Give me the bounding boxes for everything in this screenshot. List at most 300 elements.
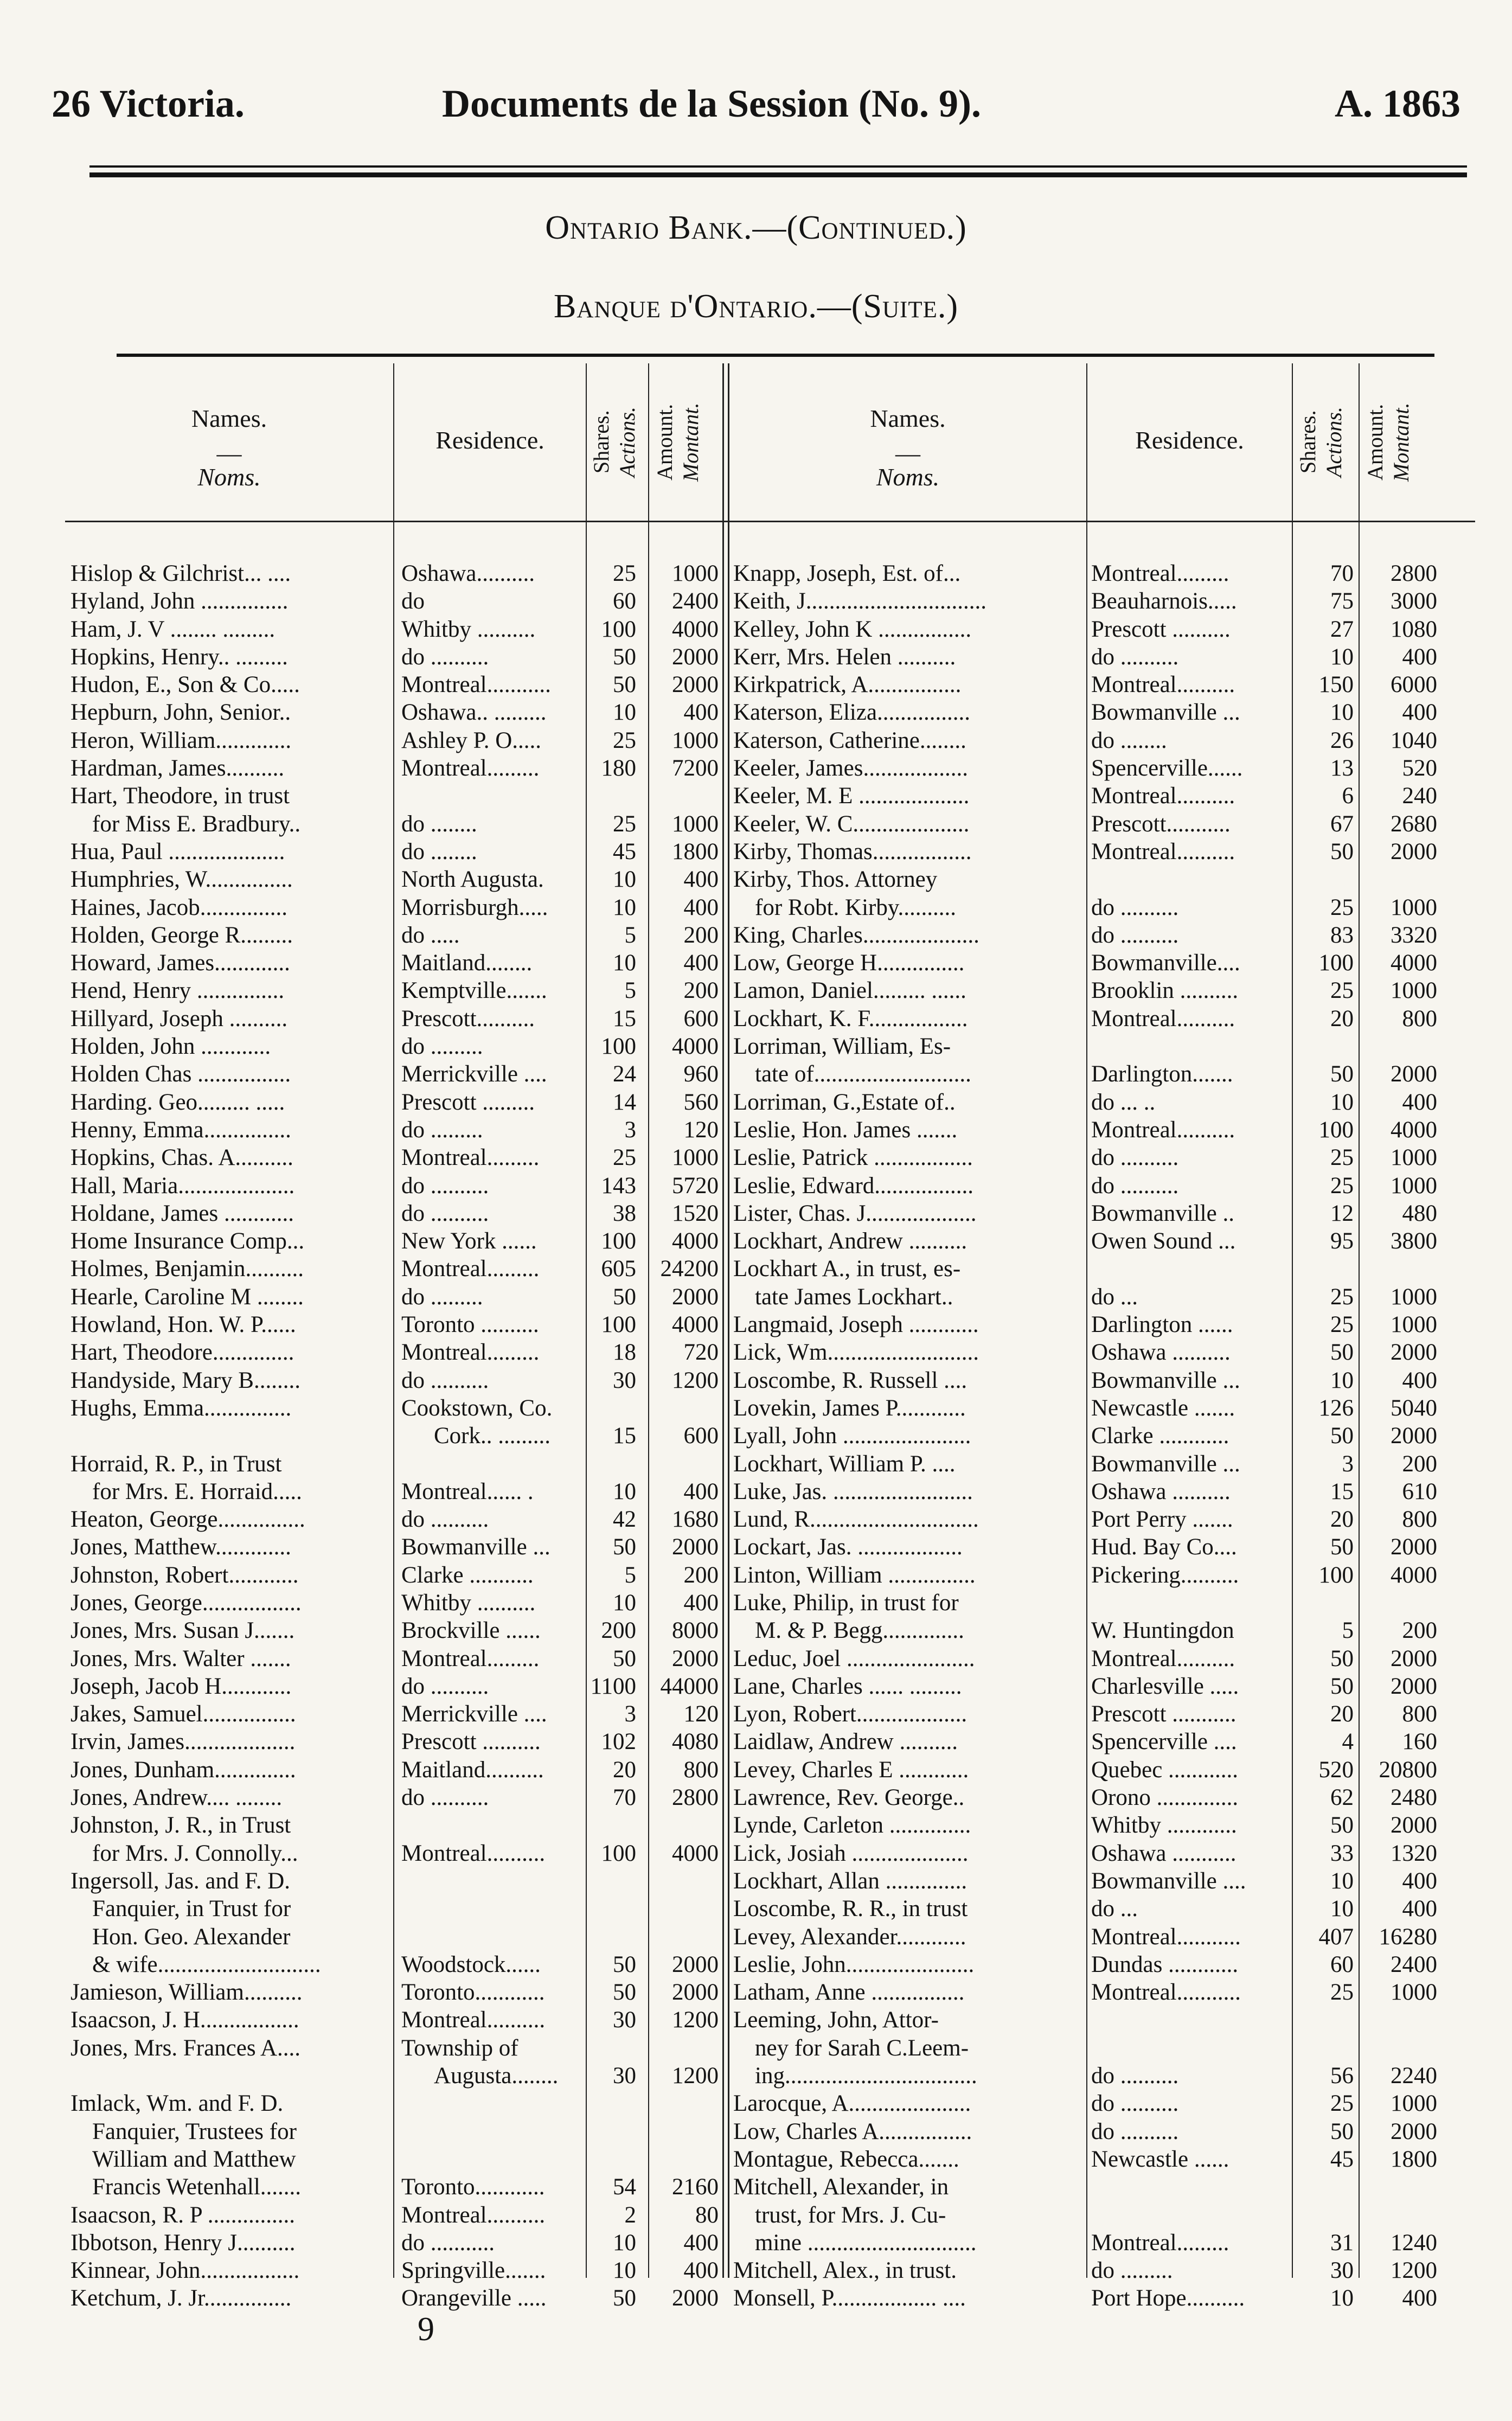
cell-shares: 25 xyxy=(613,561,636,586)
header-names-dash-r: — xyxy=(895,439,920,467)
cell-shares: 50 xyxy=(613,644,636,670)
cell-name: Holdane, James ............ xyxy=(71,1200,294,1226)
cell-amount: 600 xyxy=(683,1423,719,1449)
cell-shares: 54 xyxy=(613,2174,636,2200)
cell-name: Francis Wetenhall....... xyxy=(92,2174,302,2200)
cell-amount: 2160 xyxy=(672,2174,719,2200)
cell-residence: Merrickville .... xyxy=(401,1701,547,1727)
cell-name: Hillyard, Joseph .......... xyxy=(71,1005,288,1032)
cell-amount: 1200 xyxy=(672,2007,719,2033)
cell-amount: 24200 xyxy=(660,1256,719,1282)
cell-amount: 2000 xyxy=(672,644,719,670)
cell-shares: 100 xyxy=(601,1228,636,1254)
table-row xyxy=(65,616,1475,643)
cell-name: Humphries, W............... xyxy=(71,867,293,893)
cell-shares: 10 xyxy=(1330,1868,1354,1894)
cell-shares: 31 xyxy=(1330,2230,1354,2256)
cell-amount: 400 xyxy=(683,2230,719,2256)
cell-amount: 800 xyxy=(1402,1701,1437,1727)
table-row xyxy=(65,1311,1475,1338)
table-row xyxy=(65,1450,1475,1478)
cell-amount: 120 xyxy=(683,1117,719,1143)
cell-residence: Whitby ............ xyxy=(1091,1812,1237,1839)
cell-amount: 400 xyxy=(1402,644,1437,670)
cell-amount: 2000 xyxy=(1391,1645,1437,1671)
cell-amount: 200 xyxy=(683,1562,719,1588)
cell-residence: do ........ xyxy=(401,811,477,837)
cell-residence: do .......... xyxy=(401,1200,489,1226)
cell-amount: 400 xyxy=(1402,1896,1437,1922)
cell-name: Hon. Geo. Alexander xyxy=(92,1924,291,1950)
cell-name: Hardman, James.......... xyxy=(71,755,285,782)
cell-name: Jones, Mrs. Susan J....... xyxy=(71,1618,295,1644)
cell-name: Jones, George................. xyxy=(71,1590,302,1616)
cell-amount: 1200 xyxy=(672,2063,719,2089)
cell-name: for Mrs. J. Connolly... xyxy=(92,1840,298,1866)
cell-residence: do .......... xyxy=(1091,2063,1179,2089)
cell-name: Isaacson, J. H................. xyxy=(71,2007,299,2033)
cell-residence: Bowmanville.... xyxy=(1091,950,1240,976)
cell-name: Ham, J. V ........ ......... xyxy=(71,616,276,642)
cell-name: Hend, Henry ............... xyxy=(71,978,285,1004)
cell-name: Hopkins, Henry.. ......... xyxy=(71,644,288,670)
cell-shares: 50 xyxy=(1330,1673,1354,1699)
cell-shares: 10 xyxy=(613,894,636,920)
cell-amount: 1000 xyxy=(1391,1980,1437,2006)
table-row xyxy=(65,1728,1475,1756)
cell-residence: do .......... xyxy=(401,1673,489,1699)
cell-name: Loscombe, R. Russell .... xyxy=(733,1367,968,1393)
table-row xyxy=(65,949,1475,977)
cell-residence: Oshawa.. ......... xyxy=(401,700,547,726)
cell-residence: Orangeville ..... xyxy=(401,2285,547,2311)
cell-shares: 10 xyxy=(1330,1367,1354,1393)
table-row xyxy=(65,2173,1475,2201)
cell-name: Home Insurance Comp... xyxy=(71,1228,305,1254)
cell-amount: 610 xyxy=(1402,1478,1437,1504)
cell-shares: 25 xyxy=(1330,2091,1354,2117)
cell-amount: 6000 xyxy=(1391,672,1437,698)
cell-name: Katerson, Catherine........ xyxy=(733,727,966,753)
cell-amount: 1800 xyxy=(672,838,719,864)
cell-name: Knapp, Joseph, Est. of... xyxy=(733,561,961,586)
cell-shares: 30 xyxy=(1330,2258,1354,2284)
cell-shares: 50 xyxy=(613,1980,636,2006)
cell-shares: 3 xyxy=(624,1701,636,1727)
cell-name: & wife............................ xyxy=(92,1951,321,1977)
table-row xyxy=(65,1978,1475,2006)
cell-shares: 3 xyxy=(1342,1451,1354,1477)
cell-name: Jones, Mrs. Walter ....... xyxy=(71,1645,291,1671)
cell-residence: do .......... xyxy=(401,1173,489,1199)
cell-name: Lister, Chas. J................... xyxy=(733,1200,977,1226)
cell-amount: 2000 xyxy=(672,672,719,698)
cell-amount: 2000 xyxy=(672,1284,719,1310)
cell-residence: do .......... xyxy=(1091,1145,1179,1171)
cell-residence: do .......... xyxy=(1091,644,1179,670)
cell-residence: Morrisburgh..... xyxy=(401,894,548,920)
cell-name: Keeler, M. E ................... xyxy=(733,783,970,809)
cell-residence: Brooklin .......... xyxy=(1091,978,1239,1004)
cell-name: Hughs, Emma............... xyxy=(71,1395,292,1421)
table-row xyxy=(65,1227,1475,1255)
cell-residence: Springville....... xyxy=(401,2258,546,2284)
cell-name: Leslie, Patrick ................. xyxy=(733,1145,973,1171)
cell-shares: 25 xyxy=(1330,978,1354,1004)
cell-name: Kerr, Mrs. Helen .......... xyxy=(733,644,956,670)
cell-name: Jones, Mrs. Frances A.... xyxy=(71,2035,300,2061)
cell-amount: 4000 xyxy=(1391,950,1437,976)
cell-amount: 7200 xyxy=(672,755,719,782)
cell-amount: 1000 xyxy=(1391,1312,1437,1338)
cell-amount: 800 xyxy=(1402,1005,1437,1032)
cell-shares: 407 xyxy=(1318,1924,1354,1950)
cell-residence: Quebec ............ xyxy=(1091,1757,1239,1783)
cell-shares: 20 xyxy=(1330,1507,1354,1533)
cell-name: Lovekin, James P............ xyxy=(733,1395,966,1421)
cell-amount: 2000 xyxy=(1391,838,1437,864)
header-amount-fr: Montant. xyxy=(678,402,703,482)
cell-shares: 5 xyxy=(624,922,636,948)
cell-shares: 24 xyxy=(613,1061,636,1087)
cell-amount: 400 xyxy=(683,950,719,976)
cell-residence: do ..... xyxy=(401,922,460,948)
cell-shares: 50 xyxy=(613,1284,636,1310)
shareholder-table xyxy=(65,358,1475,2311)
table-row xyxy=(65,810,1475,838)
cell-name: Holden, George R......... xyxy=(71,922,293,948)
cell-name: Lockhart, K. F................. xyxy=(733,1005,968,1032)
cell-amount: 2000 xyxy=(1391,1340,1437,1366)
cell-name: Horraid, R. P., in Trust xyxy=(71,1451,282,1477)
table-row xyxy=(65,838,1475,866)
cell-shares: 10 xyxy=(1330,644,1354,670)
header-shares-fr: Actions. xyxy=(615,407,639,477)
table-row xyxy=(65,1811,1475,1839)
cell-residence: Orono .............. xyxy=(1091,1785,1239,1811)
table-row xyxy=(65,1394,1475,1422)
cell-residence: do .......... xyxy=(401,644,489,670)
cell-residence: Prescott .......... xyxy=(1091,616,1231,642)
cell-shares: 10 xyxy=(613,700,636,726)
cell-name: Hua, Paul .................... xyxy=(71,838,285,864)
table-row xyxy=(65,1700,1475,1728)
cell-residence: Toronto............ xyxy=(401,1980,545,2006)
title-french: Banque d'Ontario.—(Suite.) xyxy=(554,288,958,325)
cell-shares: 15 xyxy=(613,1005,636,1032)
cell-amount: 1800 xyxy=(1391,2146,1437,2172)
cell-residence: Maitland.......... xyxy=(401,1757,544,1783)
cell-name: Jones, Matthew............. xyxy=(71,1534,291,1560)
cell-amount: 400 xyxy=(683,700,719,726)
cell-shares: 50 xyxy=(1330,1061,1354,1087)
cell-residence: Prescott........... xyxy=(1091,811,1231,837)
cell-amount: 1000 xyxy=(1391,1173,1437,1199)
cell-name: trust, for Mrs. J. Cu- xyxy=(755,2202,946,2228)
cell-name: Lockhart, William P. .... xyxy=(733,1451,956,1477)
cell-amount: 200 xyxy=(1402,1618,1437,1644)
cell-amount: 2000 xyxy=(1391,1423,1437,1449)
cell-name: Mitchell, Alexander, in xyxy=(733,2174,949,2200)
cell-amount: 4080 xyxy=(672,1729,719,1755)
cell-amount: 2000 xyxy=(672,2285,719,2311)
cell-residence: Montreal......... xyxy=(1091,2230,1229,2256)
cell-amount: 600 xyxy=(683,1005,719,1032)
cell-shares: 100 xyxy=(601,1034,636,1060)
cell-shares: 62 xyxy=(1330,1785,1354,1811)
table-row xyxy=(65,1645,1475,1673)
table-row xyxy=(65,1923,1475,1951)
cell-amount: 400 xyxy=(1402,700,1437,726)
cell-residence: do ... xyxy=(1091,1284,1138,1310)
cell-shares: 200 xyxy=(601,1618,636,1644)
cell-shares: 26 xyxy=(1330,727,1354,753)
cell-residence: do .......... xyxy=(401,1367,489,1393)
table-row xyxy=(65,2090,1475,2117)
cell-name: Low, George H............... xyxy=(733,950,965,976)
cell-residence: do ......... xyxy=(1091,2258,1173,2284)
cell-amount: 4000 xyxy=(1391,1562,1437,1588)
cell-name: Lyon, Robert................... xyxy=(733,1701,968,1727)
cell-name: Lorriman, G.,Estate of.. xyxy=(733,1089,956,1115)
cell-residence: Toronto............ xyxy=(401,2174,545,2200)
cell-amount: 3000 xyxy=(1391,588,1437,614)
cell-name: mine ............................. xyxy=(755,2230,977,2256)
cell-name: Holmes, Benjamin.......... xyxy=(71,1256,304,1282)
cell-amount: 800 xyxy=(683,1757,719,1783)
cell-residence: Prescott .......... xyxy=(401,1729,541,1755)
table-row xyxy=(65,1200,1475,1227)
cell-name: Ketchum, J. Jr............... xyxy=(71,2285,292,2311)
cell-name: Lawrence, Rev. George.. xyxy=(733,1785,965,1811)
cell-residence: do .......... xyxy=(1091,894,1179,920)
cell-residence: Montreal.......... xyxy=(1091,1117,1235,1143)
cell-name: Handyside, Mary B........ xyxy=(71,1367,300,1393)
cell-shares: 100 xyxy=(601,616,636,642)
cell-shares: 100 xyxy=(1318,1562,1354,1588)
header-rule-bottom xyxy=(89,172,1467,177)
table-row xyxy=(65,1283,1475,1311)
table-row xyxy=(65,1367,1475,1394)
cell-amount: 1000 xyxy=(672,811,719,837)
cell-shares: 45 xyxy=(613,838,636,864)
cell-amount: 5040 xyxy=(1391,1395,1437,1421)
cell-amount: 400 xyxy=(1402,1367,1437,1393)
header-right: A. 1863 xyxy=(1335,82,1460,125)
cell-residence: Spencerville .... xyxy=(1091,1729,1237,1755)
cell-residence: do ........ xyxy=(401,838,477,864)
cell-shares: 30 xyxy=(613,2063,636,2089)
table-row xyxy=(65,1088,1475,1116)
header-names-en: Names. xyxy=(191,405,267,432)
cell-shares: 50 xyxy=(1330,1423,1354,1449)
cell-name: Lick, Josiah .................... xyxy=(733,1840,969,1866)
cell-amount: 1000 xyxy=(1391,978,1437,1004)
cell-amount: 2400 xyxy=(1391,1951,1437,1977)
cell-name: Kirby, Thomas................. xyxy=(733,838,972,864)
cell-shares: 13 xyxy=(1330,755,1354,782)
cell-name: Leeming, John, Attor- xyxy=(733,2007,939,2033)
header-residence-left: Residence. xyxy=(435,426,544,454)
cell-name: Joseph, Jacob H............ xyxy=(71,1673,292,1699)
cell-name: Imlack, Wm. and F. D. xyxy=(71,2091,284,2117)
cell-amount: 3800 xyxy=(1391,1228,1437,1254)
header-shares-en-r: Shares. xyxy=(1296,410,1320,474)
header-shares-en: Shares. xyxy=(589,410,613,474)
cell-residence: Brockville ...... xyxy=(401,1618,541,1644)
cell-residence: Township of xyxy=(401,2035,518,2061)
cell-name: for Miss E. Bradbury.. xyxy=(92,811,301,837)
cell-residence: Maitland........ xyxy=(401,950,533,976)
cell-amount: 1200 xyxy=(1391,2258,1437,2284)
table-row xyxy=(65,2201,1475,2229)
cell-residence: Montreal.......... xyxy=(401,1840,546,1866)
cell-name: William and Matthew xyxy=(92,2146,296,2172)
cell-residence: Owen Sound ... xyxy=(1091,1228,1236,1254)
cell-name: Lyall, John ...................... xyxy=(733,1423,971,1449)
cell-name: Hearle, Caroline M ........ xyxy=(71,1284,304,1310)
cell-name: Levey, Alexander............ xyxy=(733,1924,966,1950)
cell-residence: Bowmanville ... xyxy=(401,1534,550,1560)
cell-residence: Bowmanville ... xyxy=(1091,1451,1240,1477)
cell-residence: Newcastle ...... xyxy=(1091,2146,1229,2172)
cell-shares: 25 xyxy=(1330,1312,1354,1338)
cell-name: Jamieson, William.......... xyxy=(71,1980,303,2006)
cell-residence: Pickering.......... xyxy=(1091,1562,1239,1588)
cell-amount: 1000 xyxy=(1391,894,1437,920)
cell-shares: 56 xyxy=(1330,2063,1354,2089)
cell-amount: 5720 xyxy=(672,1173,719,1199)
cell-residence: Cookstown, Co. xyxy=(401,1395,553,1421)
table-row xyxy=(65,2145,1475,2173)
cell-shares: 18 xyxy=(613,1340,636,1366)
cell-shares: 60 xyxy=(1330,1951,1354,1977)
cell-name: Jones, Andrew.... ........ xyxy=(71,1785,283,1811)
cell-amount: 2240 xyxy=(1391,2063,1437,2089)
cell-residence: Bowmanville ... xyxy=(1091,700,1240,726)
cell-shares: 42 xyxy=(613,1507,636,1533)
cell-name: Monsell, P.................. .... xyxy=(733,2285,966,2311)
cell-amount: 2000 xyxy=(672,1951,719,1977)
cell-shares: 2 xyxy=(624,2202,636,2228)
cell-amount: 120 xyxy=(683,1701,719,1727)
cell-name: Kinnear, John................. xyxy=(71,2258,300,2284)
table-top-rule xyxy=(117,354,1434,357)
cell-residence: do .......... xyxy=(401,1507,489,1533)
cell-name: Henny, Emma............... xyxy=(71,1117,291,1143)
table-row xyxy=(65,2062,1475,2090)
cell-amount: 80 xyxy=(695,2202,719,2228)
header-amount-en: Amount. xyxy=(652,404,677,481)
table-row xyxy=(65,754,1475,782)
cell-residence: Kemptville....... xyxy=(401,978,547,1004)
cell-amount: 1520 xyxy=(672,1200,719,1226)
cell-name: Hopkins, Chas. A.......... xyxy=(71,1145,293,1171)
table-row xyxy=(65,1589,1475,1617)
table-row xyxy=(65,1561,1475,1589)
table-row xyxy=(65,1895,1475,1923)
cell-amount: 1000 xyxy=(1391,1284,1437,1310)
header-names-left xyxy=(65,401,393,495)
cell-shares: 25 xyxy=(613,1145,636,1171)
cell-name: ing................................. xyxy=(755,2063,977,2089)
table-row xyxy=(65,2284,1475,2312)
header-residence-right: Residence. xyxy=(1135,426,1244,454)
cell-amount: 2000 xyxy=(1391,1673,1437,1699)
cell-residence: do .......... xyxy=(401,1785,489,1811)
cell-amount: 400 xyxy=(683,2258,719,2284)
table-row xyxy=(65,1756,1475,1784)
cell-amount: 4000 xyxy=(672,1228,719,1254)
cell-amount: 520 xyxy=(1402,755,1437,782)
cell-shares: 25 xyxy=(1330,1145,1354,1171)
table-row xyxy=(65,977,1475,1004)
cell-amount: 2800 xyxy=(672,1785,719,1811)
cell-residence: Port Perry ....... xyxy=(1091,1507,1233,1533)
title-english: Ontario Bank.—(Continued.) xyxy=(545,209,967,246)
table-row xyxy=(65,587,1475,615)
header-shares-fr-r: Actions. xyxy=(1322,407,1346,477)
cell-shares: 50 xyxy=(1330,1812,1354,1839)
cell-residence: do ......... xyxy=(401,1117,483,1143)
cell-shares: 38 xyxy=(613,1200,636,1226)
cell-amount: 4000 xyxy=(672,1312,719,1338)
table-row xyxy=(65,2118,1475,2145)
cell-name: Keeler, James.................. xyxy=(733,755,968,782)
cell-shares: 10 xyxy=(613,1478,636,1504)
cell-residence: Darlington ...... xyxy=(1091,1312,1233,1338)
table-row xyxy=(65,643,1475,671)
cell-shares: 25 xyxy=(613,727,636,753)
cell-amount: 1000 xyxy=(672,1145,719,1171)
cell-shares: 3 xyxy=(624,1117,636,1143)
cell-name: Montague, Rebecca....... xyxy=(733,2146,959,2172)
cell-residence: Oshawa .......... xyxy=(1091,1478,1231,1504)
table-row xyxy=(65,2034,1475,2062)
rows-right-block xyxy=(65,560,1475,2313)
cell-shares: 50 xyxy=(1330,838,1354,864)
cell-residence: Montreal......... xyxy=(401,1145,540,1171)
cell-name: Hart, Theodore.............. xyxy=(71,1340,294,1366)
cell-amount: 400 xyxy=(1402,2285,1437,2311)
cell-residence: do xyxy=(401,588,425,614)
table-row xyxy=(65,1005,1475,1033)
cell-amount: 4000 xyxy=(672,616,719,642)
cell-name: tate of........................... xyxy=(755,1061,971,1087)
table-row xyxy=(65,699,1475,726)
cell-name: for Robt. Kirby.......... xyxy=(755,894,957,920)
cell-name: Heron, William............. xyxy=(71,727,292,753)
table-row xyxy=(65,671,1475,699)
table-row xyxy=(65,2006,1475,2034)
cell-residence: Charlesville ..... xyxy=(1091,1673,1239,1699)
cell-shares: 102 xyxy=(601,1729,636,1755)
cell-name: Jakes, Samuel................ xyxy=(71,1701,296,1727)
cell-shares: 4 xyxy=(1342,1729,1354,1755)
cell-shares: 10 xyxy=(613,2258,636,2284)
cell-residence: Whitby .......... xyxy=(401,616,536,642)
cell-residence: Newcastle ....... xyxy=(1091,1395,1235,1421)
cell-shares: 50 xyxy=(1330,2118,1354,2144)
cell-shares: 33 xyxy=(1330,1840,1354,1866)
cell-name: Luke, Jas. ........................ xyxy=(733,1478,973,1504)
cell-shares: 50 xyxy=(613,1645,636,1671)
header-names-fr: Noms. xyxy=(197,463,261,491)
cell-amount: 240 xyxy=(1402,783,1437,809)
cell-amount: 2800 xyxy=(1391,561,1437,586)
cell-amount: 2480 xyxy=(1391,1785,1437,1811)
cell-shares: 10 xyxy=(613,1590,636,1616)
